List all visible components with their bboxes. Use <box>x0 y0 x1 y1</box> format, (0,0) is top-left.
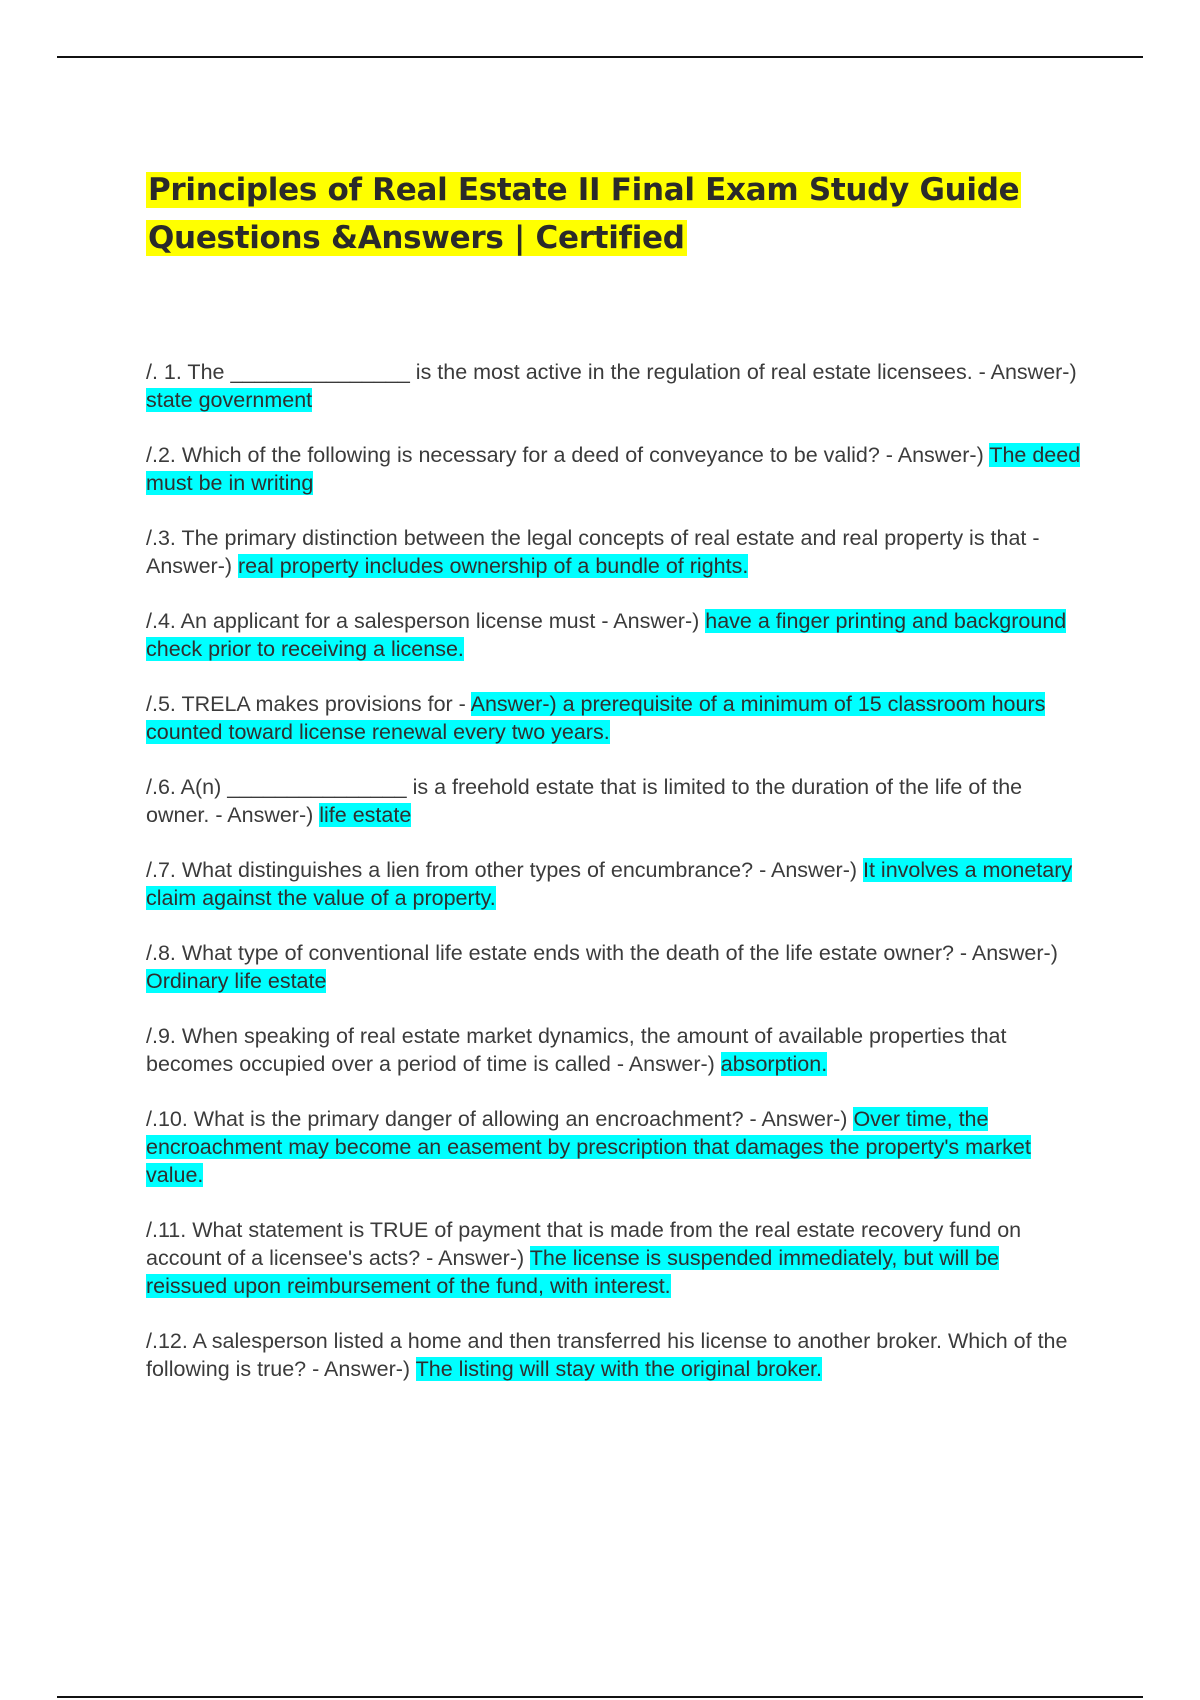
question-text: /.7. What distinguishes a lien from other types of encumbrance? - Answer-) <box>146 858 863 882</box>
qa-item-10 <box>146 1105 1086 1189</box>
answer-text: have a finger printing and background check prior to receiving a license. <box>146 609 1067 661</box>
question-text: /.10. What is the primary danger of allowing an encroachment? - Answer-) <box>146 1107 854 1131</box>
answer-text: It involves a monetary claim against the value of a property. <box>146 858 1073 910</box>
question-text: /.12. A salesperson listed a home and then transferred his license to another broker. Which of the following is true? - Answer-) <box>146 1329 1068 1381</box>
answer-text: state government <box>146 388 313 412</box>
question-text: /.5. TRELA makes provisions for - <box>146 692 471 716</box>
answer-text: absorption. <box>720 1052 828 1076</box>
top-rule <box>57 56 1143 58</box>
question-text: /.9. When speaking of real estate market dynamics, the amount of available properties that becomes occupied over a period of time is called - Answer-) <box>146 1024 1007 1076</box>
qa-item-9 <box>146 1022 1086 1078</box>
qa-item-4 <box>146 607 1086 663</box>
document-title <box>146 166 1086 262</box>
answer-text: The listing will stay with the original broker. <box>415 1357 822 1381</box>
answer-text: Answer-) a prerequisite of a minimum of 15 classroom hours counted toward license renewal every two years. <box>146 692 1046 744</box>
question-text: /.11. What statement is TRUE of payment that is made from the real estate recovery fund on account of a licensee's acts? - Answer-) <box>146 1218 1022 1270</box>
qa-item-6 <box>146 773 1086 829</box>
qa-item-7 <box>146 856 1086 912</box>
question-text: /. 1. The _______________ is the most active in the regulation of real estate licensees. - Answer-) <box>146 360 1077 384</box>
bottom-rule <box>57 1696 1143 1698</box>
question-text: /.8. What type of conventional life estate ends with the death of the life estate owner? - Answer-) <box>146 941 1058 965</box>
answer-text: Over time, the encroachment may become an easement by prescription that damages the property's market value. <box>146 1107 1031 1187</box>
qa-item-3 <box>146 524 1086 580</box>
qa-item-11 <box>146 1216 1086 1300</box>
question-text: /.3. The primary distinction between the legal concepts of real estate and real property is that - Answer-) <box>146 526 1040 578</box>
qa-item-12 <box>146 1327 1086 1383</box>
qa-item-2 <box>146 441 1086 497</box>
question-text: /.6. A(n) _______________ is a freehold estate that is limited to the duration of the life of the owner. - Answer-) <box>146 775 1023 827</box>
question-text: /.4. An applicant for a salesperson license must - Answer-) <box>146 609 706 633</box>
qa-item-8 <box>146 939 1086 995</box>
qa-item-5 <box>146 690 1086 746</box>
answer-text: real property includes ownership of a bundle of rights. <box>237 554 749 578</box>
document-title-text: Principles of Real Estate II Final Exam Study Guide Questions &Answers | Certified <box>148 172 1020 256</box>
qa-item-1 <box>146 358 1086 414</box>
document-page <box>146 166 1086 1410</box>
answer-text: Ordinary life estate <box>146 969 327 993</box>
answer-text: The license is suspended immediately, but will be reissued upon reimbursement of the fund, with interest. <box>146 1246 999 1298</box>
qa-list <box>146 358 1086 1383</box>
answer-text: The deed must be in writing <box>146 443 1081 495</box>
question-text: /.2. Which of the following is necessary for a deed of conveyance to be valid? - Answer-) <box>146 443 990 467</box>
answer-text: life estate <box>319 803 412 827</box>
